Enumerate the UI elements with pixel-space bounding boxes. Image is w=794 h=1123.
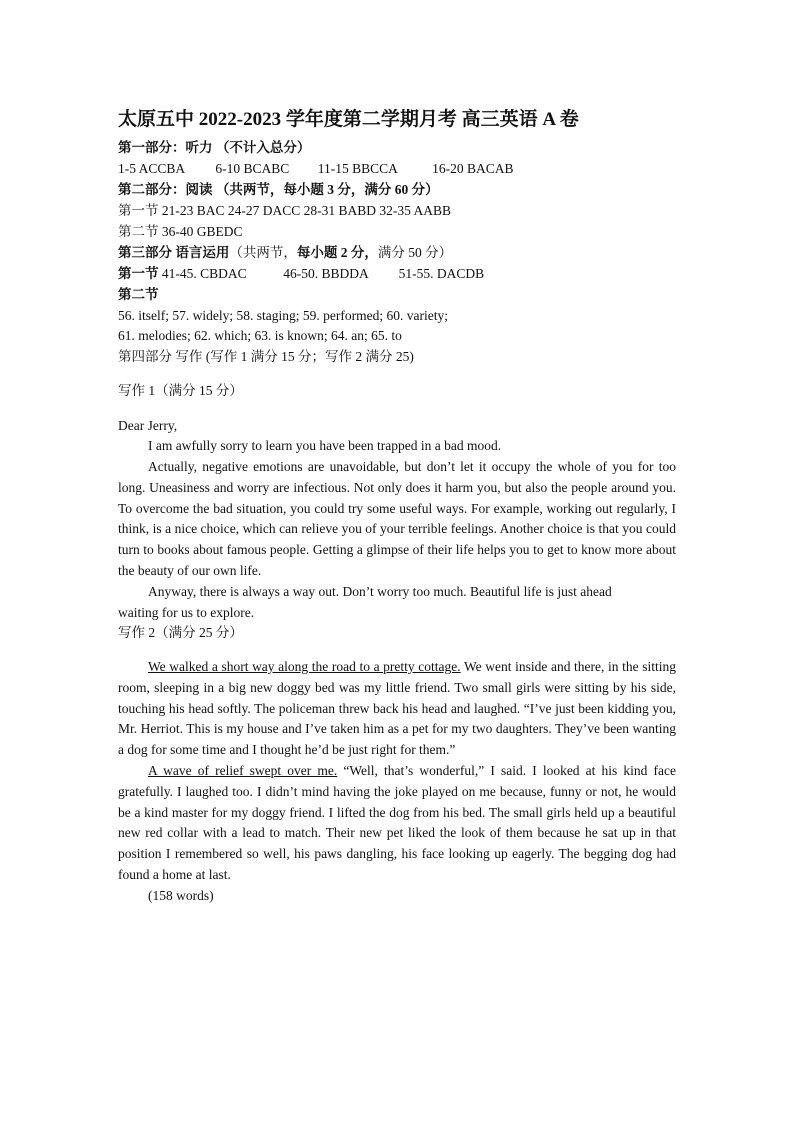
given-opening-sentence: We walked a short way along the road to a pretty cottage.	[148, 659, 461, 674]
part3-section2-line2: 61. melodies; 62. which; 63. is known; 64. an; 65. to	[118, 328, 402, 343]
part3-heading-score: 每小题 2 分，	[296, 245, 378, 260]
paragraph-text: We went inside and there, in the sitting room, sleeping in a big new doggy bed was my little friend. Two small girls were sitting by his side, touching his head softly. The policeman threw back his head and laughed. “I’ve just been kidding you, Mr. Herriot. This is my house and I’ve taken him as a pet for my two daughters. They’ve been wanting a dog for some time and I thought he’d be just right for them.”	[118, 659, 676, 758]
answer-group: 51-55. DACDB	[398, 266, 485, 281]
part3-heading-total: 满分 50 分）	[377, 245, 453, 260]
answer-group: 46-50. BBDDA	[283, 266, 369, 281]
part2-heading: 第二部分：阅读 （共两节，每小题 3 分，满分 60 分）	[118, 182, 439, 197]
part3-heading-text: （共两节，	[229, 245, 297, 260]
word-count: (158 words)	[148, 888, 214, 903]
part4-heading: 第四部分 写作 (写作 1 满分 15 分；写作 2 满分 25)	[118, 349, 414, 364]
given-opening-sentence: A wave of relief swept over me.	[148, 763, 338, 778]
paragraph-text: “Well, that’s wonderful,” I said. I looked at his kind face gratefully. I laughed too. I didn’t mind having the joke played on me because, funny or not, he would be a kind master for my doggy friend. I lifted the dog from his bed. The small girls held up a beautiful new red collar with a lead to match. Their new pet liked the look of them because he sat up in that position I remembered so well, his paws dangling, his face looking up eagerly. The begging dog had found a home at last.	[118, 763, 676, 882]
answer-group: 16-20 BACAB	[432, 161, 514, 176]
writing1-heading: 写作 1（满分 15 分）	[118, 383, 243, 398]
part1-heading: 第一部分：听力 （不计入总分）	[118, 140, 311, 155]
answer-group: 1-5 ACCBA	[118, 161, 186, 176]
part1-answers	[118, 159, 678, 179]
writing2-paragraph-2	[118, 761, 676, 886]
part3-section2-label: 第二节	[118, 287, 159, 302]
page-title: 太原五中 2022-2023 学年度第二学期月考 高三英语 A 卷	[118, 109, 579, 130]
writing2-paragraph-1	[118, 657, 676, 761]
part3-section1-label: 第一节	[118, 266, 159, 281]
answer-group: 11-15 BBCCA	[317, 161, 398, 176]
letter-salutation: Dear Jerry,	[118, 418, 178, 433]
answer-group: 6-10 BCABC	[215, 161, 290, 176]
part3-heading	[118, 243, 678, 263]
writing1-paragraph-1: I am awfully sorry to learn you have been trapped in a bad mood.	[148, 438, 502, 453]
part2-section2: 第二节 36-40 GBEDC	[118, 224, 243, 239]
writing1-paragraph-3a: Anyway, there is always a way out. Don’t worry too much. Beautiful life is just ahead	[148, 584, 612, 599]
part2-section1: 第一节 21-23 BAC 24-27 DACC 28-31 BABD 32-35 AABB	[118, 203, 452, 218]
writing2-heading: 写作 2（满分 25 分）	[118, 625, 243, 640]
writing1-paragraph-3b: waiting for us to explore.	[118, 605, 255, 620]
part3-section2-line1: 56. itself; 57. widely; 58. staging; 59. performed; 60. variety;	[118, 308, 448, 323]
writing1-paragraph-2: Actually, negative emotions are unavoidable, but don’t let it occupy the whole of you for too long. Uneasiness and worry are infectious. Not only does it harm you, but also the people around you. To overcome the bad situation, you could try some useful ways. For example, working out regularly, I think, is a nice choice, which can relieve you of your terrible feelings. Another choice is that you could turn to books about famous people. Getting a glimpse of their life helps you to get to know more about the beauty of our own life.	[118, 459, 676, 578]
answer-group: 41-45. CBDAC	[161, 266, 247, 281]
part3-section1	[118, 264, 678, 284]
part3-heading-label: 第三部分 语言运用	[118, 245, 230, 260]
